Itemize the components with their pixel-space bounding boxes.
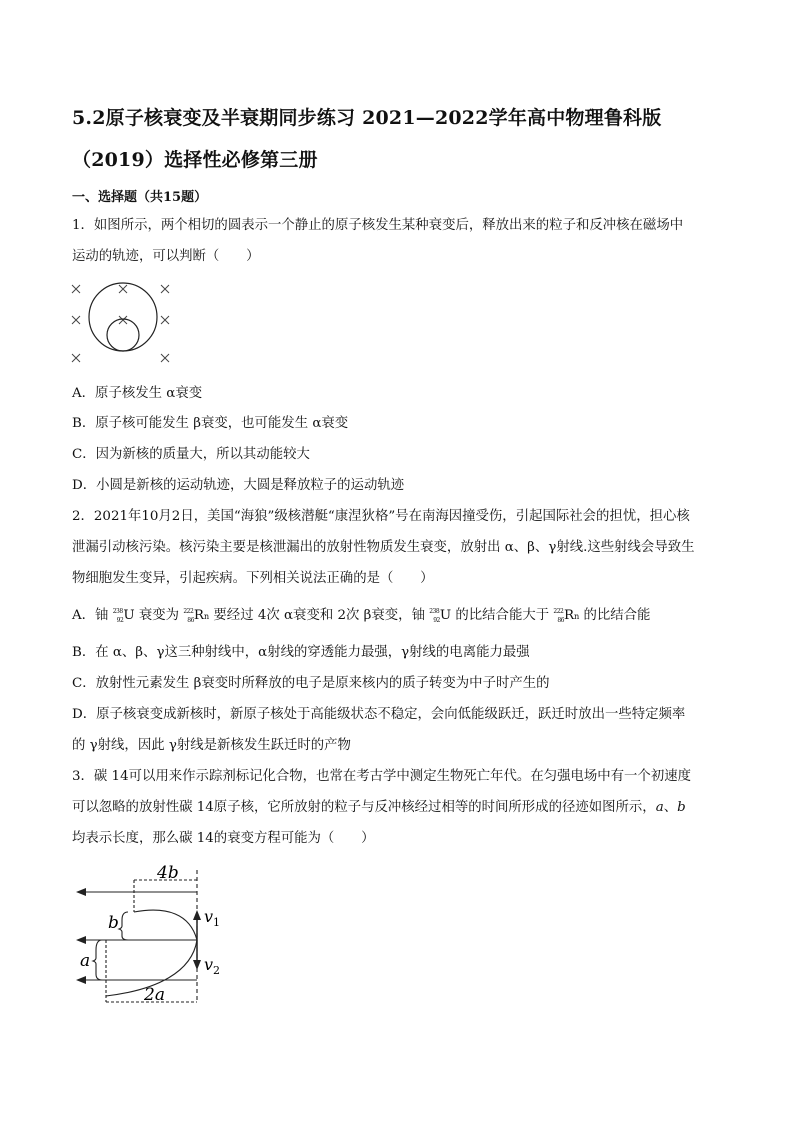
uranium-mass-number-2: 238: [429, 608, 440, 615]
cross-mark: [72, 316, 80, 324]
arrowhead-down: [193, 960, 201, 970]
q1-option-d: D．小圆是新核的运动轨迹，大圆是释放粒子的运动轨迹: [72, 478, 405, 493]
arrowhead-left: [76, 888, 86, 896]
q2-option-b: B．在 α、β、γ这三种射线中，α射线的穿透能力最强，γ射线的电离能力最强: [72, 645, 530, 660]
q2-option-a-part4: 的比结合能大于: [455, 608, 550, 623]
label-v2-v: v: [204, 955, 214, 974]
q2-option-a-part3: 要经过 4次 α衰变和 2次 β衰变，铀: [213, 608, 425, 623]
radon-symbol-sub-2: n: [574, 612, 580, 621]
uranium-symbol-2: U: [439, 608, 452, 623]
uranium-mass-number: 238: [112, 608, 123, 615]
q2-option-a: [72, 607, 650, 627]
brace-b: [119, 912, 128, 940]
q2-stem-line1: 2．2021年10月2日，美国“海狼”级核潜艇“康涅狄格”号在南海因撞受伤，引起国际社会的担忧，担心核: [72, 509, 690, 524]
label-2a: 2a: [144, 985, 165, 1005]
q2-option-a-part2: 衰变为: [138, 608, 180, 623]
q1-option-b: B．原子核可能发生 β衰变，也可能发生 α衰变: [72, 416, 349, 431]
radon-symbol: R: [193, 608, 204, 623]
q2-option-d-line2: 的 γ射线，因此 γ射线是新核发生跃迁时的产物: [72, 738, 351, 753]
q1-stem-line1: 1．如图所示，两个相切的圆表示一个静止的原子核发生某种衰变后，释放出来的粒子和反冲核在磁场中: [72, 218, 684, 233]
cross-mark: [161, 316, 169, 324]
uranium-atomic-number-2: 92: [433, 617, 440, 624]
q3-sep: 、: [663, 800, 678, 815]
label-v1-sub: 1: [213, 916, 221, 929]
label-v1: [204, 907, 220, 929]
q2-option-c: C．放射性元素发生 β衰变时所释放的电子是原来核内的质子转变为中子时产生的: [72, 676, 550, 691]
small-circle-track: [107, 319, 139, 351]
cross-mark: [161, 354, 169, 362]
cross-mark: [72, 354, 80, 362]
section-heading: 一、选择题（共15题）: [72, 190, 208, 205]
uranium-symbol: U: [123, 608, 135, 623]
q3-stem-line3: 均表示长度，那么碳 14的衰变方程可能为（ ）: [72, 831, 375, 846]
q2-stem-line3: 物细胞发生变异，引起疾病。下列相关说法正确的是（ ）: [72, 571, 434, 586]
var-b: b: [677, 800, 686, 815]
label-b: b: [108, 913, 119, 933]
large-circle-track: [89, 283, 157, 351]
radon-symbol-sub: n: [204, 612, 210, 621]
label-a: a: [80, 951, 91, 971]
doc-title-line2: （2019）选择性必修第三册: [72, 149, 318, 171]
radon-atomic-number-2: 86: [557, 617, 564, 624]
arrowhead-left: [76, 976, 86, 984]
q1-stem-line2: 运动的轨迹，可以判断（ ）: [72, 249, 260, 264]
q3-stem-line1: 3．碳 14可以用来作示踪剂标记化合物，也常在考古学中测定生物死亡年代。在匀强电场中有一个初速度: [72, 769, 691, 784]
cross-mark: [119, 316, 127, 324]
doc-title-line1: 5.2原子核衰变及半衰期同步练习 2021—2022学年高中物理鲁科版: [72, 107, 662, 129]
q3-stem-line2: [72, 799, 722, 817]
q3-stem-line2-text: 可以忽略的放射性碳 14原子核，它所放射的粒子与反冲核经过相等的时间所形成的径迹如图所示，: [72, 800, 656, 815]
q2-option-d-line1: D．原子核衰变成新核时，新原子核处于高能级状态不稳定，会向低能级跃迁，跃迁时放出一些特定频率: [72, 707, 686, 722]
label-4b: 4b: [157, 863, 179, 883]
cross-mark: [119, 285, 127, 293]
q2-stem-line2: 泄漏引动核污染。核污染主要是核泄漏出的放射性物质发生衰变，放射出 α、β、γ射线.这些射线会导致生: [72, 540, 695, 555]
q1-figure-circles: [66, 280, 176, 370]
q1-option-a: A．原子核发生 α衰变: [72, 386, 203, 401]
cross-mark: [72, 285, 80, 293]
cross-mark: [161, 285, 169, 293]
label-v2-sub: 2: [213, 964, 221, 977]
track-upper: [134, 910, 197, 940]
radon-mass-number-2: 222: [553, 608, 564, 615]
q1-option-c: C．因为新核的质量大，所以其动能较大: [72, 447, 310, 462]
arrowheads: [76, 888, 201, 984]
radon-symbol-2: R: [563, 608, 575, 623]
label-v2: [204, 955, 220, 977]
radon-atomic-number: 86: [187, 617, 194, 624]
var-a: a: [655, 800, 664, 815]
arrowhead-up: [193, 910, 201, 920]
brace-a: [93, 940, 102, 980]
uranium-atomic-number: 92: [116, 617, 124, 624]
q2-option-a-part5: 的比结合能: [583, 608, 651, 623]
label-v1-v: v: [204, 907, 214, 926]
radon-mass-number: 222: [183, 608, 194, 615]
arrowhead-left: [76, 936, 86, 944]
q2-option-a-part1: A．铀: [72, 608, 109, 623]
q3-figure-tracks: [72, 862, 242, 1012]
